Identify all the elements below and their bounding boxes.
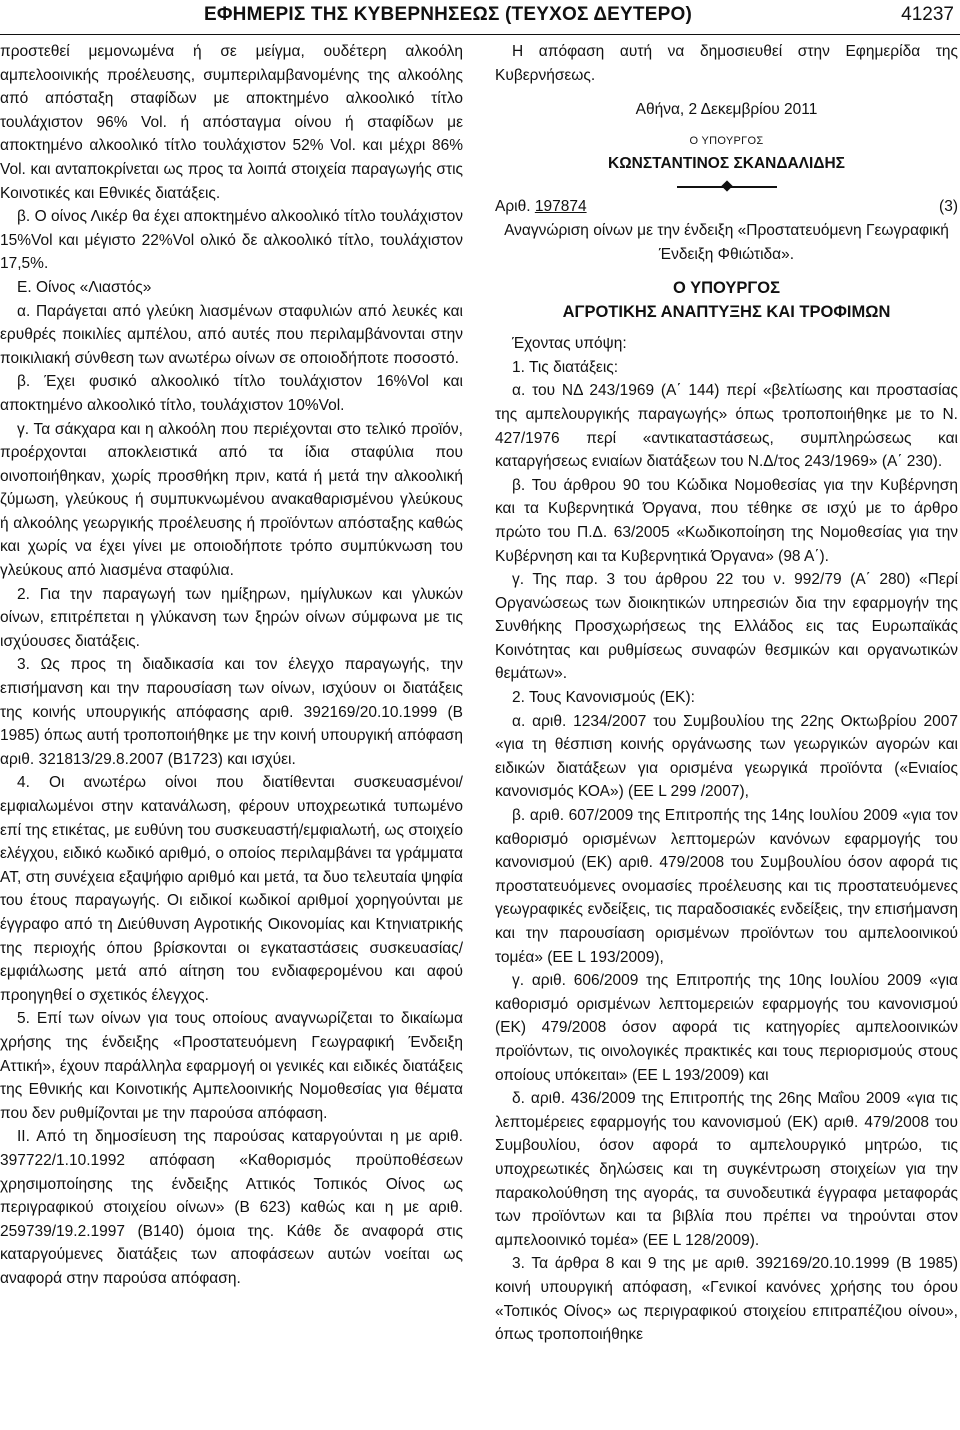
- signatory-name: ΚΩΝΣΤΑΝΤΙΝΟΣ ΣΚΑΝΔΑΛΙΔΗΣ: [608, 154, 845, 172]
- paragraph: β. Του άρθρου 90 του Κώδικα Νομοθεσίας για την Κυβέρνηση και τα Κυβερνητικά Όργανα, που τέθηκε σε ισχύ με το άρθρο πρώτο του Π.Δ. 63/2005 «Κωδικοποίηση της Νομοθεσίας για την Κυβέρνηση και τα Κυβερνητικά Όργανα» (98 Α΄).: [495, 476, 958, 565]
- paragraph: 2. Για την παραγωγή των ημίξηρων, ημίγλυκων και γλυκών οίνων, επιτρέπεται η γλύκανση των ξηρών οίνων σύμφωνα με τις ισχύουσες διατάξεις.: [0, 585, 463, 650]
- left-column: [0, 40, 463, 1425]
- publication-note: Η απόφαση αυτή να δημοσιευθεί στην Εφημερίδα της Κυβερνήσεως.: [495, 43, 958, 84]
- ministry-line-1: Ο ΥΠΟΥΡΓΟΣ: [672, 279, 781, 298]
- section-divider: [677, 179, 777, 195]
- decision-title: Αναγνώριση οίνων με την ένδειξη «Προστατευόμενη Γεωγραφική Ένδειξη Φθιώτιδα».: [504, 221, 949, 263]
- paragraph: 5. Επί των οίνων για τους οποίους αναγνωρίζεται το δικαίωμα χρήσης της ένδειξης «Προστατευόμενη Γεωγραφική Ένδειξη Αττική», έχουν παράλληλα εφαρμογή οι γενικές και ειδικές διατάξεις της Εθνικής και Κοινοτικής Αμπελοοινικής Νομοθεσίας για θέματα που δεν ρυθμίζονται με την παρούσα απόφαση.: [0, 1010, 463, 1122]
- paragraph: α. Παράγεται από γλεύκη λιασμένων σταφυλιών από λευκές και ερυθρές ποικιλίες αμπέλου, από αυτές που περιλαμβάνονται στην ποικιλιακή σύνθεση των ανωτέρω οίνων σε οποιοδήποτε ποσοστό.: [0, 302, 463, 367]
- decision-number: [495, 195, 587, 219]
- paragraph: α. αριθ. 1234/2007 του Συμβουλίου της 22ης Οκτωβρίου 2007 «για τη θέσπιση κοινής οργάνωσης των γεωργικών αγορών και ειδικών διατάξεων για ορισμένα γεωργικά προϊόντα («Ενιαίος κανονισμός ΚΟΑ») (ΕΕ L 299 /2007),: [495, 712, 958, 801]
- paragraph: 2. Τους Κανονισμούς (ΕΚ):: [512, 689, 695, 707]
- gazette-title: ΕΦΗΜΕΡΙΣ ΤΗΣ ΚΥΒΕΡΝΗΣΕΩΣ (ΤΕΥΧΟΣ ΔΕΥΤΕΡΟ): [204, 4, 692, 25]
- paragraph: 4. Οι ανωτέρω οίνοι που διατίθενται συσκευασμένοι/ εμφιαλωμένοι στην κατανάλωση, φέρουν υποχρεωτικά τυπωμένο επί της ετικέτας, με ευθύνη του συσκευαστή/εμφιαλωτή, ως στοιχείο ελέγχου, ειδικό κωδικό αριθμό, ο οποίος περιλαμβάνει τα γράμματα ΑΤ, στη συνέχεια εξαψήφιο αριθμό και μετά, τα δυο τελευταία ψηφία του έτους παραγωγής. Οι ειδικοί κωδικοί αριθμοί χορηγούνται με έγγραφο από τη Διεύθυνση Αγροτικής Οικονομίας και Κτηνιατρικής της περιοχής όπου βρίσκονται οι εγκαταστάσεις συσκευασίας/εμφιάλωσης μετά από αίτηση του ενδιαφερομένου και αφού προηγηθεί ο σχετικός έλεγχος.: [0, 774, 463, 1004]
- paragraph: α. του ΝΔ 243/1969 (Α΄ 144) περί «βελτίωσης και προστασίας της αμπελουργικής παραγωγής» όπως τροποποιήθηκε με το Ν. 427/1976 περί «αντικαταστάσεως, συμπληρώσεως και καταργήσεως ενιαίων διατάξεων του Ν.Δ/τος 243/1969» (Α΄ 230).: [495, 382, 958, 471]
- paragraph: γ. Τα σάκχαρα και η αλκοόλη που περιέχονται στο τελικό προϊόν, προέρχονται αποκλειστικά από τα ίδια σταφύλια που οινοποιήθηκαν, χωρίς προσθήκη πριν, κατά ή μετά την αλκοολική ζύμωση, γλεύκους ή συμπυκνωμένου ανακαθαρισμένου γλεύκους ή αλκοόλης γεωργικής προέλευσης ή προϊόντων απόσταξης καθώς και χωρίς να έχει γίνει με οποιοδήποτε τρόπο συμπύκνωση του γλεύκους από λιασμένα σταφύλια.: [0, 420, 463, 580]
- paragraph: ΙΙ. Από τη δημοσίευση της παρούσας καταργούνται η με αριθ. 397722/1.10.1992 απόφαση «Καθορισμός προϋποθέσεων χρησιμοποίησης της ένδειξης Αττικός Τοπικός Οίνος ως περιγραφικού στοιχείου οίνων» (Β 623) καθώς και η με αριθ. 259739/19.2.1997 (Β140) όμοια της. Κάθε δε αναφορά στις καταργούμενες διατάξεις των αποφάσεων αυτών νοείται ως αναφορά στην παρούσα απόφαση.: [0, 1128, 463, 1287]
- decision-number-prefix: Αριθ.: [495, 198, 531, 216]
- ministry-line-2: ΑΓΡΟΤΙΚΗΣ ΑΝΑΠΤΥΞΗΣ ΚΑΙ ΤΡΟΦΙΜΩΝ: [562, 303, 891, 322]
- decision-index: (3): [939, 198, 958, 216]
- paragraph: β. αριθ. 607/2009 της Επιτροπής της 14ης Ιουλίου 2009 «για τον καθορισμό ορισμένων λεπτομερών κανόνων εφαρμογής του κανονισμού (ΕΚ) αριθ. 479/2008 του Συμβουλίου όσον αφορά τις προστατευόμενες ονομασίες προέλευσης και τις προστατευόμενες γεωγραφικές ενδείξεις, τις παραδοσιακές ενδείξεις, την επισήμανση και την παρουσίαση ορισμένων προϊόντων του αμπελοοινικού τομέα» (ΕΕ L 193/2009),: [495, 807, 958, 966]
- paragraph: β. Έχει φυσικό αλκοολικό τίτλο τουλάχιστον 16%Vol και αποκτημένο αλκοολικό τίτλο, τουλάχιστον 10%Vol.: [0, 373, 463, 414]
- ministry-title: [495, 276, 958, 324]
- page-number: 41237: [901, 4, 954, 25]
- paragraph: 3. Τα άρθρα 8 και 9 της με αριθ. 392169/20.10.1999 (Β 1985) κοινή υπουργική απόφαση, «Γενικοί κανόνες χρήσης του όρου «Τοπικός Οίνος» ως περιγραφικού στοιχείου επιτραπέζιου οίνου», όπως τροποποιήθηκε: [495, 1255, 958, 1344]
- paragraph: δ. αριθ. 436/2009 της Επιτροπής της 26ης Μαΐου 2009 «για τις λεπτομέρειες εφαρμογής του κανονισμού (ΕΚ) αριθ. 479/2008 του Συμβουλίου, όσον αφορά το αμπελουργικό μητρώο, τις υποχρεωτικές δηλώσεις και τη συγκέντρωση στοιχείων για την παρακολούθηση της αγοράς, τα συνοδευτικά έγγραφα μεταφοράς των προϊόντων και τα βιβλία που πρέπει να τηρούνται στον αμπελοοινικό τομέα» (ΕΕ L 128/2009).: [495, 1090, 958, 1249]
- decision-header: [495, 195, 958, 219]
- paragraph: προστεθεί μεμονωμένα ή σε μείγμα, ουδέτερη αλκοόλη αμπελοοινικής προέλευσης, συμπεριλαμβανομένης της αλκοόλης από απόσταξη σταφίδων με αποκτημένο αλκοολικό τίτλο τουλάχιστον 96% Vol. ή απόσταγμα οίνου ή σταφίδων με αποκτημένο αλκοολικό τίτλο τουλάχιστον 52% Vol. και μέχρι 86% Vol. και ανταποκρίνεται ως προς τα λοιπά στοιχεία παραγωγής στις Κοινοτικές και Εθνικές διατάξεις.: [0, 43, 463, 202]
- paragraph: 3. Ως προς τη διαδικασία και τον έλεγχο παραγωγής, την επισήμανση και την παρουσίαση των οίνων, ισχύουν οι διατάξεις της κοινής υπουργικής απόφασης αριθ. 392169/20.10.1999 (Β 1985) όπως αυτή τροποποιήθηκε με την κοινή υπουργική απόφαση αριθ. 321813/29.8.2007 (Β1723) και ισχύει.: [0, 656, 463, 768]
- right-column: [495, 40, 958, 1425]
- paragraph: γ. αριθ. 606/2009 της Επιτροπής της 10ης Ιουλίου 2009 «για καθορισμό ορισμένων λεπτομερειών εφαρμογής του κανονισμού (ΕΚ) 479/2008 όσον αφορά τις κατηγορίες αμπελοοινικών προϊόντων, τις οινολογικές πρακτικές και τους περιορισμούς στους οποίους υπόκειται» (ΕΕ L 193/2009) και: [495, 972, 958, 1084]
- section-heading: Ε. Οίνος «Λιαστός»: [17, 278, 152, 296]
- diamond-icon: [721, 181, 732, 192]
- decision-number-value: 197874: [534, 198, 587, 216]
- signatory-role: Ο ΥΠΟΥΡΓΟΣ: [689, 134, 764, 147]
- paragraph: β. Ο οίνος Λικέρ θα έχει αποκτημένο αλκοολικό τίτλο τουλάχιστον 15%Vol και μέγιστο 22%Vol ολικό δε αλκοολικό τίτλο, τουλάχιστον 17,5%.: [0, 208, 463, 273]
- paragraph: γ. Της παρ. 3 του άρθρου 22 του ν. 992/79 (Α΄ 280) «Περί Οργανώσεως των διοικητικών υπηρεσιών δια την εφαρμογήν της Συνθήκης Προσχωρήσεως της Ελλάδος εις τας Ευρωπαϊκάς Κοινότητας και ρυθμίσεως συναφών θεσμικών και οργανωτικών θεμάτων».: [495, 571, 958, 683]
- having-regard: Έχοντας υπόψη:: [512, 335, 627, 353]
- provisions-heading: 1. Τις διατάξεις:: [512, 358, 619, 376]
- page-header: [0, 0, 960, 35]
- date-line: Αθήνα, 2 Δεκεμβρίου 2011: [635, 101, 818, 119]
